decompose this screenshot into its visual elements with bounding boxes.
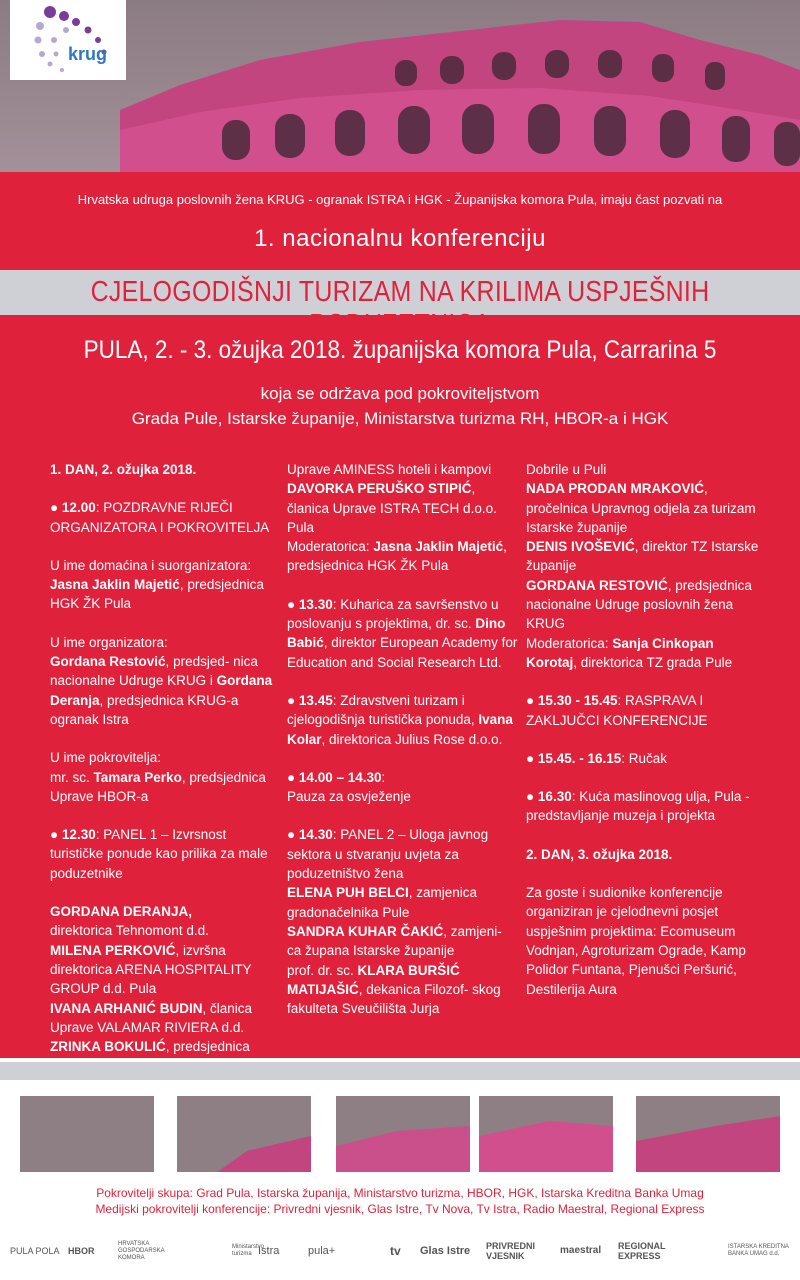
bullet-icon: ● xyxy=(526,693,535,709)
item-time: 12.00 xyxy=(61,500,96,516)
person-role: zamjeni- ca župana Istarske županije xyxy=(287,923,502,959)
host-label: U ime domaćina i suorganizatora: xyxy=(50,557,252,573)
thumbnail-photo xyxy=(336,1096,470,1172)
bullet-icon: ● xyxy=(287,769,296,785)
logo-text: Ministarstvo turizma xyxy=(232,1244,265,1257)
bullet-icon: ● xyxy=(526,750,535,766)
thumbnail-art xyxy=(336,1096,470,1172)
hgk-logo xyxy=(118,1236,174,1266)
logo-text: tv xyxy=(390,1244,401,1258)
person-name: Ivana Kolar xyxy=(287,712,513,747)
tv-logo xyxy=(390,1236,414,1266)
person-role: predsjednica KRUG-a ogranak Istra xyxy=(50,692,239,727)
item-time: 13.30 xyxy=(298,596,333,612)
person-name: Dino Babić xyxy=(287,616,506,651)
bullet-icon: ● xyxy=(287,692,296,708)
item-time: 15.45. - 16.15 xyxy=(537,750,622,766)
bullet-icon: ● xyxy=(526,789,535,805)
thumbnail-art xyxy=(177,1096,311,1172)
person-name: Gordana Deranja xyxy=(50,673,273,708)
person-role: članica Uprave ISTRA TECH d.o.o. Pula xyxy=(287,500,497,535)
person-name: DAVORKA PERUŠKO STIPIĆ xyxy=(287,481,472,497)
item-text: RASPRAVA I ZAKLJUČCI KONFERENCIJE xyxy=(526,693,708,728)
logo-text: PULA POLA xyxy=(10,1246,60,1256)
person-name: SANDRA KUHAR ČAKIĆ xyxy=(287,923,444,939)
person-role: predsjednica xyxy=(173,1039,250,1055)
logo-text: HRVATSKA GOSPODARSKA KOMORA xyxy=(118,1240,165,1261)
person-name: MILENA PERKOVIĆ xyxy=(50,942,176,958)
item-text: PANEL 2 – Uloga javnog sektora u stvaranju uvjeta za poduzetništvo žena xyxy=(287,827,489,882)
logo-text: HBOR xyxy=(68,1246,95,1256)
item-time: 13.45 xyxy=(298,692,333,708)
logo-text: REGIONAL EXPRESS xyxy=(618,1241,666,1261)
title-prefix: mr. sc. xyxy=(50,769,90,785)
item-time: 16.30 xyxy=(537,789,572,805)
person-name: IVANA ARHANIĆ BUDIN xyxy=(50,1000,203,1016)
sponsors-line: Pokrovitelji skupa: Grad Pula, Istarska županija, Ministarstvo turizma, HBOR, HGK, Istarska Kreditna Banka Umag xyxy=(96,1186,704,1200)
person-name: GORDANA RESTOVIĆ xyxy=(526,577,668,593)
title-prefix: prof. dr. sc. xyxy=(287,962,354,978)
moderator-label: Moderatorica: xyxy=(526,635,609,651)
moderator-label: Moderatorica: xyxy=(287,539,370,555)
person-role: Uprave AMINESS hoteli i kampovi xyxy=(287,462,492,477)
person-name: DENIS IVOŠEVIĆ xyxy=(526,539,635,555)
thumbnail-photo xyxy=(177,1096,311,1172)
day1-heading: 1. DAN, 2. ožujka 2018. xyxy=(50,462,197,477)
person-name: GORDANA DERANJA, xyxy=(50,904,193,920)
logo-text: maestral xyxy=(560,1245,602,1256)
organizer-label: U ime organizatora: xyxy=(50,634,168,650)
bullet-icon: ● xyxy=(50,827,59,843)
person-role: direktorica Tehnomont d.d. xyxy=(50,923,209,939)
bullet-icon: ● xyxy=(50,500,59,516)
item-text: PANEL 1 – Izvrsnost turističke ponude kao prilika za male poduzetnike xyxy=(50,827,268,881)
person-name: Tamara Perko xyxy=(93,769,182,785)
item-text: Pauza za osvježenje xyxy=(287,789,411,805)
logo-text: PRIVREDNI VJESNIK xyxy=(486,1241,536,1261)
istra-logo xyxy=(258,1236,288,1266)
day2-heading: 2. DAN, 3. ožujka 2018. xyxy=(526,846,673,862)
thumbnail-art xyxy=(636,1096,780,1172)
patronage-line-2: Grada Pule, Istarske županije, Ministarstva turizma RH, HBOR-a i HGK xyxy=(131,409,669,428)
item-text: Kuća maslinovog ulja, Pula - predstavljanje muzeja i projekta xyxy=(526,789,750,824)
person-name: ELENA PUH BELCI xyxy=(287,885,409,901)
conference-label: 1. nacionalnu konferenciju xyxy=(254,225,546,252)
pula-plus-logo xyxy=(308,1236,358,1266)
item-time: 14.00 – 14.30 xyxy=(298,769,382,785)
hbor-logo xyxy=(68,1236,110,1266)
person-role: direktorica Julius Rose d.o.o. xyxy=(329,731,503,747)
conference-title: CJELOGODIŠNJI TURIZAM NA KRILIMA USPJEŠNIH PODUZETNICA xyxy=(90,276,710,341)
person-name: Gordana Restović xyxy=(50,654,166,670)
invitation-intro: Hrvatska udruga poslovnih žena KRUG - ogranak ISTRA i HGK - Županijska komora Pula, imaju čast pozvati na xyxy=(77,192,723,207)
person-name: Jasna Jaklin Majetić xyxy=(373,539,504,555)
logo-wordmark: krug xyxy=(68,44,108,64)
item-text: POZDRAVNE RIJEČI ORGANIZATORA I POKROVITELJA xyxy=(50,500,270,535)
pula-logo xyxy=(10,1236,62,1266)
person-role: članica Uprave VALAMAR RIVIERA d.d. xyxy=(50,1000,253,1035)
thumbnail-art xyxy=(479,1096,613,1172)
person-role: direktorica TZ grada Pule xyxy=(580,654,733,670)
krug-logo xyxy=(10,0,126,80)
thumbnail-photo xyxy=(20,1096,154,1172)
thumbnail-photo xyxy=(479,1096,613,1172)
person-role: direktor European Academy for Education and Social Research Ltd. xyxy=(287,635,518,670)
item-time: 12.30 xyxy=(61,827,96,843)
venue-date: PULA, 2. - 3. ožujka 2018. županijska komora Pula, Carrarina 5 xyxy=(83,336,717,364)
dots-icon xyxy=(10,0,126,80)
person-role: direktor TZ Istarske županije xyxy=(526,539,759,574)
item-text: Kuharica za savršenstvo u poslovanju s projektima, dr. sc. xyxy=(287,596,499,632)
regional-express-logo xyxy=(618,1236,668,1266)
person-name: NADA PRODAN MRAKOVIĆ xyxy=(526,481,704,497)
bullet-icon: ● xyxy=(287,827,296,843)
program-column-3: Dobrile u Puli NADA PRODAN MRAKOVIĆ, pročelnica Upravnog odjela za turizam Istarske županije DENIS IVOŠEVIĆ, direktor TZ Istarske županije GORDANA RESTOVIĆ, predsjednica nacionalne Udruge poslovnih žena KRUG Moderatorica: Sanja Cinkopan Korotaj, direktorica TZ grada Pule ● 15.30 - 15.45: RASPRAVA I ZAKLJUČCI KONFERENCIJE ● 15.45. - 16.15: Ručak ● 16.30: Kuća maslinovog ulja, Pula - predstavljanje muzeja i projekta 2. DAN, 3. ožujka 2018. Za goste i sudionike konferencije organiziran je cjelodnevni posjet uspješnim projektima: Ecomuseum Vodnjan, Agroturizam Ograde, Kamp Polidor Funtana, Pjenušci Peršurić, Destilerija Aura xyxy=(526,462,759,997)
person-name: KLARA BURŠIĆ MATIJAŠIĆ xyxy=(287,962,460,997)
patronage-line-1: koja se održava pod pokroviteljstvom xyxy=(260,384,540,403)
person-role: predsjednica HGK ŽK Pula xyxy=(287,558,449,574)
person-role: dekanica Filozof- skog fakulteta Sveučilišta Jurja xyxy=(287,981,501,1017)
thumbnail-art xyxy=(20,1096,154,1172)
person-role: predsjednica Uprave HBOR-a xyxy=(50,769,266,804)
ikb-logo xyxy=(728,1236,794,1266)
logo-text: Istra xyxy=(258,1245,280,1257)
person-role: Dobrile u Puli xyxy=(526,462,607,477)
logo-text: pula+ xyxy=(308,1245,336,1257)
day2-description: Za goste i sudionike konferencije organiziran je cjelodnevni posjet uspješnim projektima: Ecomuseum Vodnjan, Agroturizam Ograde, Kamp Polidor Funtana, Pjenušci Peršurić, Destilerija Aura xyxy=(526,885,746,997)
privredni-vjesnik-logo xyxy=(486,1236,554,1266)
bullet-icon: ● xyxy=(287,596,296,612)
program-column-2: Uprave AMINESS hoteli i kampovi DAVORKA PERUŠKO STIPIĆ, članica Uprave ISTRA TECH d.o.o. Pula Moderatorica: Jasna Jaklin Majetić, predsjednica HGK ŽK Pula ● 13.30: Kuharica za savršenstvo u poslovanju s projektima, dr. sc. Dino Babić, direktor European Academy for Education and Social Research Ltd. ● 13.45: Zdravstveni turizam i cjelogodišnja turistička ponuda, Ivana Kolar, direktorica Julius Rose d.o.o. ● 14.00 – 14.30: Pauza za osvježenje ● 14.30: PANEL 2 – Uloga javnog sektora u stvaranju uvjeta za poduzetništvo žena ELENA PUH BELCI, zamjenica gradonačelnika Pule SANDRA KUHAR ČAKIĆ, zamjeni- ca župana Istarske županije prof. dr. sc. KLARA BURŠIĆ MATIJAŠIĆ, dekanica Filozof- skog fakulteta Sveučilišta Jurja xyxy=(287,462,518,1017)
person-role: zamjenica gradonačelnika Pule xyxy=(287,885,478,920)
person-name: Sanja Cinkopan Korotaj xyxy=(526,635,714,670)
person-name: Jasna Jaklin Majetić xyxy=(50,577,180,593)
sponsor-logos xyxy=(6,1236,796,1266)
item-time: 14.30 xyxy=(298,827,333,843)
logo-text: ISTARSKA KREDITNA BANKA UMAG d.d. xyxy=(728,1244,789,1257)
item-text: Ručak xyxy=(628,750,668,766)
glas-istre-logo xyxy=(420,1236,472,1266)
person-role: predsjed- nica nacionalne Udruge KRUG i xyxy=(50,654,258,689)
thumbnail-photo xyxy=(636,1096,780,1172)
logo-text: Glas Istre xyxy=(420,1245,471,1257)
item-text: Zdravstveni turizam i cjelogodišnja turistička ponuda, xyxy=(287,692,475,728)
item-time: 15.30 - 15.45 xyxy=(537,693,618,709)
person-role: predsjednica nacionalne Udruge poslovnih žena KRUG xyxy=(526,577,752,632)
person-name: ZRINKA BOKULIĆ xyxy=(50,1039,166,1055)
patron-label: U ime pokrovitelja: xyxy=(50,750,162,766)
media-sponsors-line: Medijski pokrovitelji konferencije: Privredni vjesnik, Glas Istre, Tv Nova, Tv Istra, Radio Maestral, Regional Express xyxy=(95,1202,705,1216)
program-column-1: 1. DAN, 2. ožujka 2018. ● 12.00: POZDRAVNE RIJEČI ORGANIZATORA I POKROVITELJA U ime domaćina i suorganizatora: Jasna Jaklin Majetić, predsjednica HGK ŽK Pula U ime organizatora: Gordana Restović, predsjed- nica nacionalne Udruge KRUG i Gordana Deranja, predsjednica KRUG-a ogranak Istra U ime pokrovitelja: mr. sc. Tamara Perko, predsjednica Uprave HBOR-a ● 12.30: PANEL 1 – Izvrsnost turističke ponude kao prilika za male poduzetnike GORDANA DERANJA, direktorica Tehnomont d.d. MILENA PERKOVIĆ, izvršna direktorica ARENA HOSPITALITY GROUP d.d. Pula IVANA ARHANIĆ BUDIN, članica Uprave VALAMAR RIVIERA d.d. ZRINKA BOKULIĆ, predsjednica xyxy=(50,462,273,1055)
person-role: izvršna direktorica ARENA HOSPITALITY GROUP d.d. Pula xyxy=(50,942,252,997)
gray-stripe xyxy=(0,1062,800,1080)
person-role: pročelnica Upravnog odjela za turizam Istarske županije xyxy=(526,500,756,535)
hero-amphitheatre-image xyxy=(0,0,800,172)
maestral-logo xyxy=(560,1236,610,1266)
person-role: predsjednica HGK ŽK Pula xyxy=(50,577,264,612)
